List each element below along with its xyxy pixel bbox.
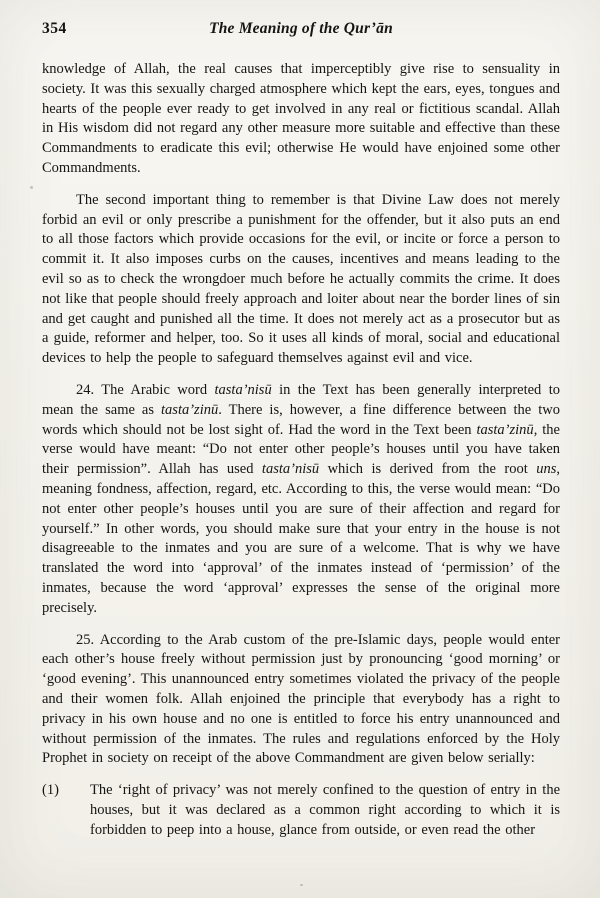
text-run: tasta’nisū — [214, 381, 272, 398]
page-body — [42, 60, 560, 840]
list-item-body — [90, 781, 560, 840]
text-run: uns — [536, 461, 557, 478]
text-run: The second important thing to remember is that Divine Law does not merely forbid an evil or only prescribe a punishment for the offender, but it also puts an end to all those factors which provide occasions for the evil, or incite or force a person to commit it. It also imposes curbs on the causes, incentives and means leading to the evil so as to check the wrongdoer much before he actually commits the crime. It does not like that people should freely approach and loiter about near the border lines of sin and get caught and punished all the time. It does not merely act as a prosecutor but as a guide, reformer and helper, too. So it uses all kinds of moral, social and educational devices to help the people to safeguard themselves against evil and vice. — [42, 191, 560, 367]
text-run: The ‘right of privacy’ was not merely confined to the question of entry in the houses, but it was declared as a common right according to which it is forbidden to peep into a house, glance from outside, or even read the other — [90, 782, 560, 838]
text-run: . There is, however, a fine difference between the two words which should not be lost sight of. Had the word in the Text been — [42, 401, 560, 438]
page-number: 354 — [42, 20, 67, 37]
scan-speck — [30, 186, 33, 189]
paragraph — [42, 631, 560, 770]
paragraph — [42, 381, 560, 619]
page-header — [42, 20, 560, 46]
text-run: in the Text has been generally interpreted to mean the same as — [42, 381, 560, 418]
text-run: 24. The Arabic word — [76, 381, 215, 398]
text-run: tasta’zinū — [161, 401, 219, 418]
running-title: The Meaning of the Qur’ān — [209, 20, 393, 37]
paragraph — [42, 781, 560, 840]
scan-speck — [556, 412, 558, 414]
text-run: knowledge of Allah, the real causes that imperceptibly give rise to sensuality in society. It was this sexually charged atmosphere which kept the ears, eyes, tongues and hearts of the people ever ready to get involved in any real or fictitious scandal. Allah in His wisdom did not regard any other measure more suitable and effective than these Commandments to eradicate this evil; otherwise He would have enjoined some other Commandments. — [42, 61, 560, 176]
list-item-label: (1) — [42, 782, 59, 799]
text-run: , the verse would have meant: “Do not enter other people’s houses until you have taken their permission”. Allah has used — [42, 421, 560, 478]
text-run: 25. According to the Arab custom of the pre-Islamic days, people would enter each other’s house freely without permission just by pronouncing ‘good morning’ or ‘good evening’. This unannounced entry sometimes violated the privacy of the people and their women folk. Allah enjoined the principle that everybody has a right to privacy in his own house and no one is entitled to force his entry unannounced and without permission of the inmates. The rules and regulations enforced by the Holy Prophet in society on receipt of the above Commandment are given below serially: — [42, 631, 560, 767]
scan-speck — [300, 884, 303, 886]
paragraph — [42, 60, 560, 179]
text-run: tasta’zinū — [476, 421, 534, 438]
text-run: , meaning fondness, affection, regard, etc. According to this, the verse would mean: “Do not enter other people’s houses until you are sure of their affection and regard for yourself.” In other words, you should make sure that your entry in the house is not disagreeable to the inmates and you are sure of a welcome. That is why we have translated the word into ‘approval’ of the inmates instead of ‘permission’ of the inmates, because the word ‘approval’ expresses the sense of the original more precisely. — [42, 461, 561, 616]
text-run: tasta’nisū — [261, 461, 320, 478]
paragraph — [42, 191, 560, 369]
text-run: which is derived from the root — [319, 461, 537, 478]
